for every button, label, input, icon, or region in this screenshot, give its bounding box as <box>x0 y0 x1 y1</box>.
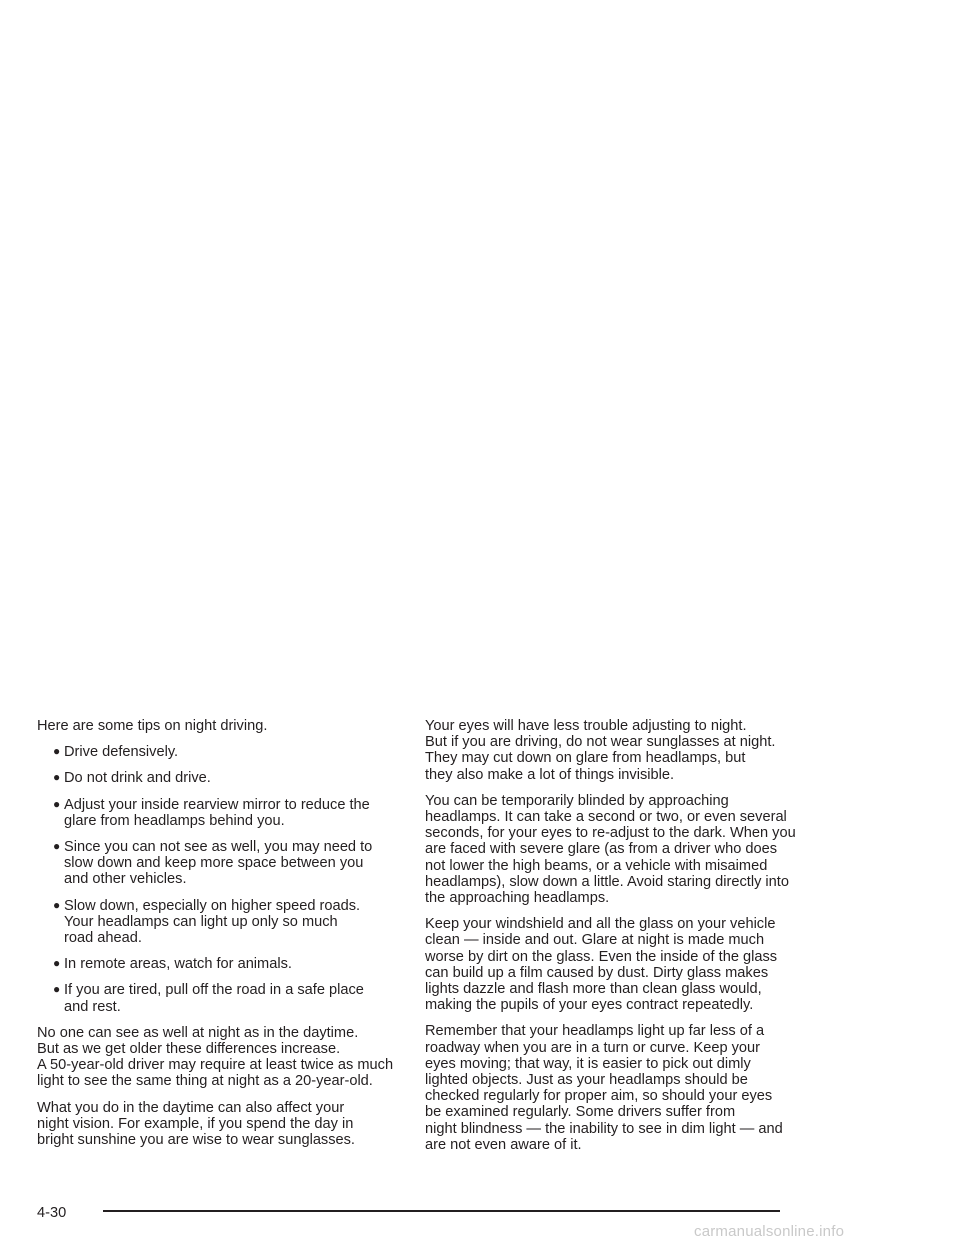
text-line: the approaching headlamps. <box>425 890 610 907</box>
page-number: 4-30 <box>37 1205 67 1221</box>
text-line: roadway when you are in a turn or curve. Keep your <box>425 1039 761 1056</box>
paragraph <box>425 718 787 783</box>
bullet-line: slow down and keep more space between you <box>64 855 364 872</box>
text-line: headlamps), slow down a little. Avoid staring directly into <box>425 873 789 890</box>
bullet-line: Your headlamps can light up only so much <box>64 913 338 930</box>
bullet-line: Since you can not see as well, you may need to <box>64 839 373 856</box>
text-line: clean — inside and out. Glare at night is made much <box>425 932 765 949</box>
text-line: They may cut down on glare from headlamps, but <box>425 750 746 767</box>
text-line: be examined regularly. Some drivers suffer from <box>425 1104 736 1121</box>
paragraph <box>37 1025 399 1090</box>
paragraph <box>425 1023 787 1153</box>
text-line: You can be temporarily blinded by approaching <box>425 792 729 809</box>
bullet-line: and rest. <box>64 998 121 1015</box>
text-line: Remember that your headlamps light up far less of a <box>425 1023 765 1040</box>
bullet-dot-icon: ● <box>53 982 61 997</box>
paragraph <box>37 1100 399 1149</box>
bullet-item <box>37 770 399 786</box>
bullet-item <box>37 744 399 760</box>
paragraph <box>425 916 787 1013</box>
text-line: eyes moving; that way, it is easier to pick out dimly <box>425 1055 751 1072</box>
bullet-line: If you are tired, pull off the road in a safe place <box>64 982 364 999</box>
text-line: they also make a lot of things invisible. <box>425 766 675 783</box>
text-line: night blindness — the inability to see in dim light — and <box>425 1120 783 1137</box>
paragraph <box>425 792 796 907</box>
text-line: A 50-year-old driver may require at least twice as much <box>37 1057 394 1074</box>
text-line: But as we get older these differences increase. <box>37 1041 341 1058</box>
right-column <box>425 718 796 1163</box>
text-line: seconds, for your eyes to re-adjust to the dark. When you <box>425 825 796 842</box>
bullet-item <box>37 839 399 888</box>
text-line: worse by dirt on the glass. Even the inside of the glass <box>425 948 778 965</box>
text-line: bright sunshine you are wise to wear sunglasses. <box>37 1132 355 1149</box>
bullet-line: Do not drink and drive. <box>64 770 211 787</box>
text-line: are faced with severe glare (as from a driver who does <box>425 841 778 858</box>
footer-rule <box>103 1210 780 1212</box>
text-line: making the pupils of your eyes contract repeatedly. <box>425 997 754 1014</box>
bullet-line: road ahead. <box>64 930 142 947</box>
watermark-link[interactable]: carmanualsonline.info <box>694 1223 845 1240</box>
bullet-dot-icon: ● <box>53 897 61 912</box>
text-line: night vision. For example, if you spend the day in <box>37 1115 354 1132</box>
left-column <box>37 718 399 1158</box>
text-line: What you do in the daytime can also affect your <box>37 1099 345 1116</box>
text-line: lighted objects. Just as your headlamps should be <box>425 1072 748 1089</box>
text-line: can build up a film caused by dust. Dirty glass makes <box>425 964 769 981</box>
text-line: lights dazzle and flash more than clean glass would, <box>425 981 762 998</box>
bullet-item <box>37 956 399 972</box>
bullet-item <box>37 898 399 947</box>
bullet-dot-icon: ● <box>53 956 61 971</box>
bullet-item <box>37 982 399 1014</box>
bullet-line: Slow down, especially on higher speed roads. <box>64 897 361 914</box>
bullet-dot-icon: ● <box>53 839 61 854</box>
bullet-line: and other vehicles. <box>64 871 187 888</box>
bullet-line: Drive defensively. <box>64 744 179 761</box>
bullet-item <box>37 797 399 829</box>
bullet-line: Adjust your inside rearview mirror to reduce the <box>64 796 370 813</box>
bullet-dot-icon: ● <box>53 744 61 759</box>
text-line: checked regularly for proper aim, so should your eyes <box>425 1088 773 1105</box>
bullet-line: glare from headlamps behind you. <box>64 812 285 829</box>
bullet-dot-icon: ● <box>53 796 61 811</box>
text-line: Your eyes will have less trouble adjusting to night. <box>425 718 747 734</box>
text-line: not lower the high beams, or a vehicle with misaimed <box>425 857 768 874</box>
intro-text: Here are some tips on night driving. <box>37 718 268 734</box>
text-line: headlamps. It can take a second or two, or even several <box>425 809 787 826</box>
text-line: No one can see as well at night as in the daytime. <box>37 1024 359 1041</box>
text-line: light to see the same thing at night as a 20-year-old. <box>37 1073 373 1090</box>
bullet-dot-icon: ● <box>53 770 61 785</box>
text-line: But if you are driving, do not wear sunglasses at night. <box>425 734 776 751</box>
text-line: are not even aware of it. <box>425 1136 582 1153</box>
bullet-line: In remote areas, watch for animals. <box>64 956 292 973</box>
text-line: Keep your windshield and all the glass on your vehicle <box>425 916 776 933</box>
